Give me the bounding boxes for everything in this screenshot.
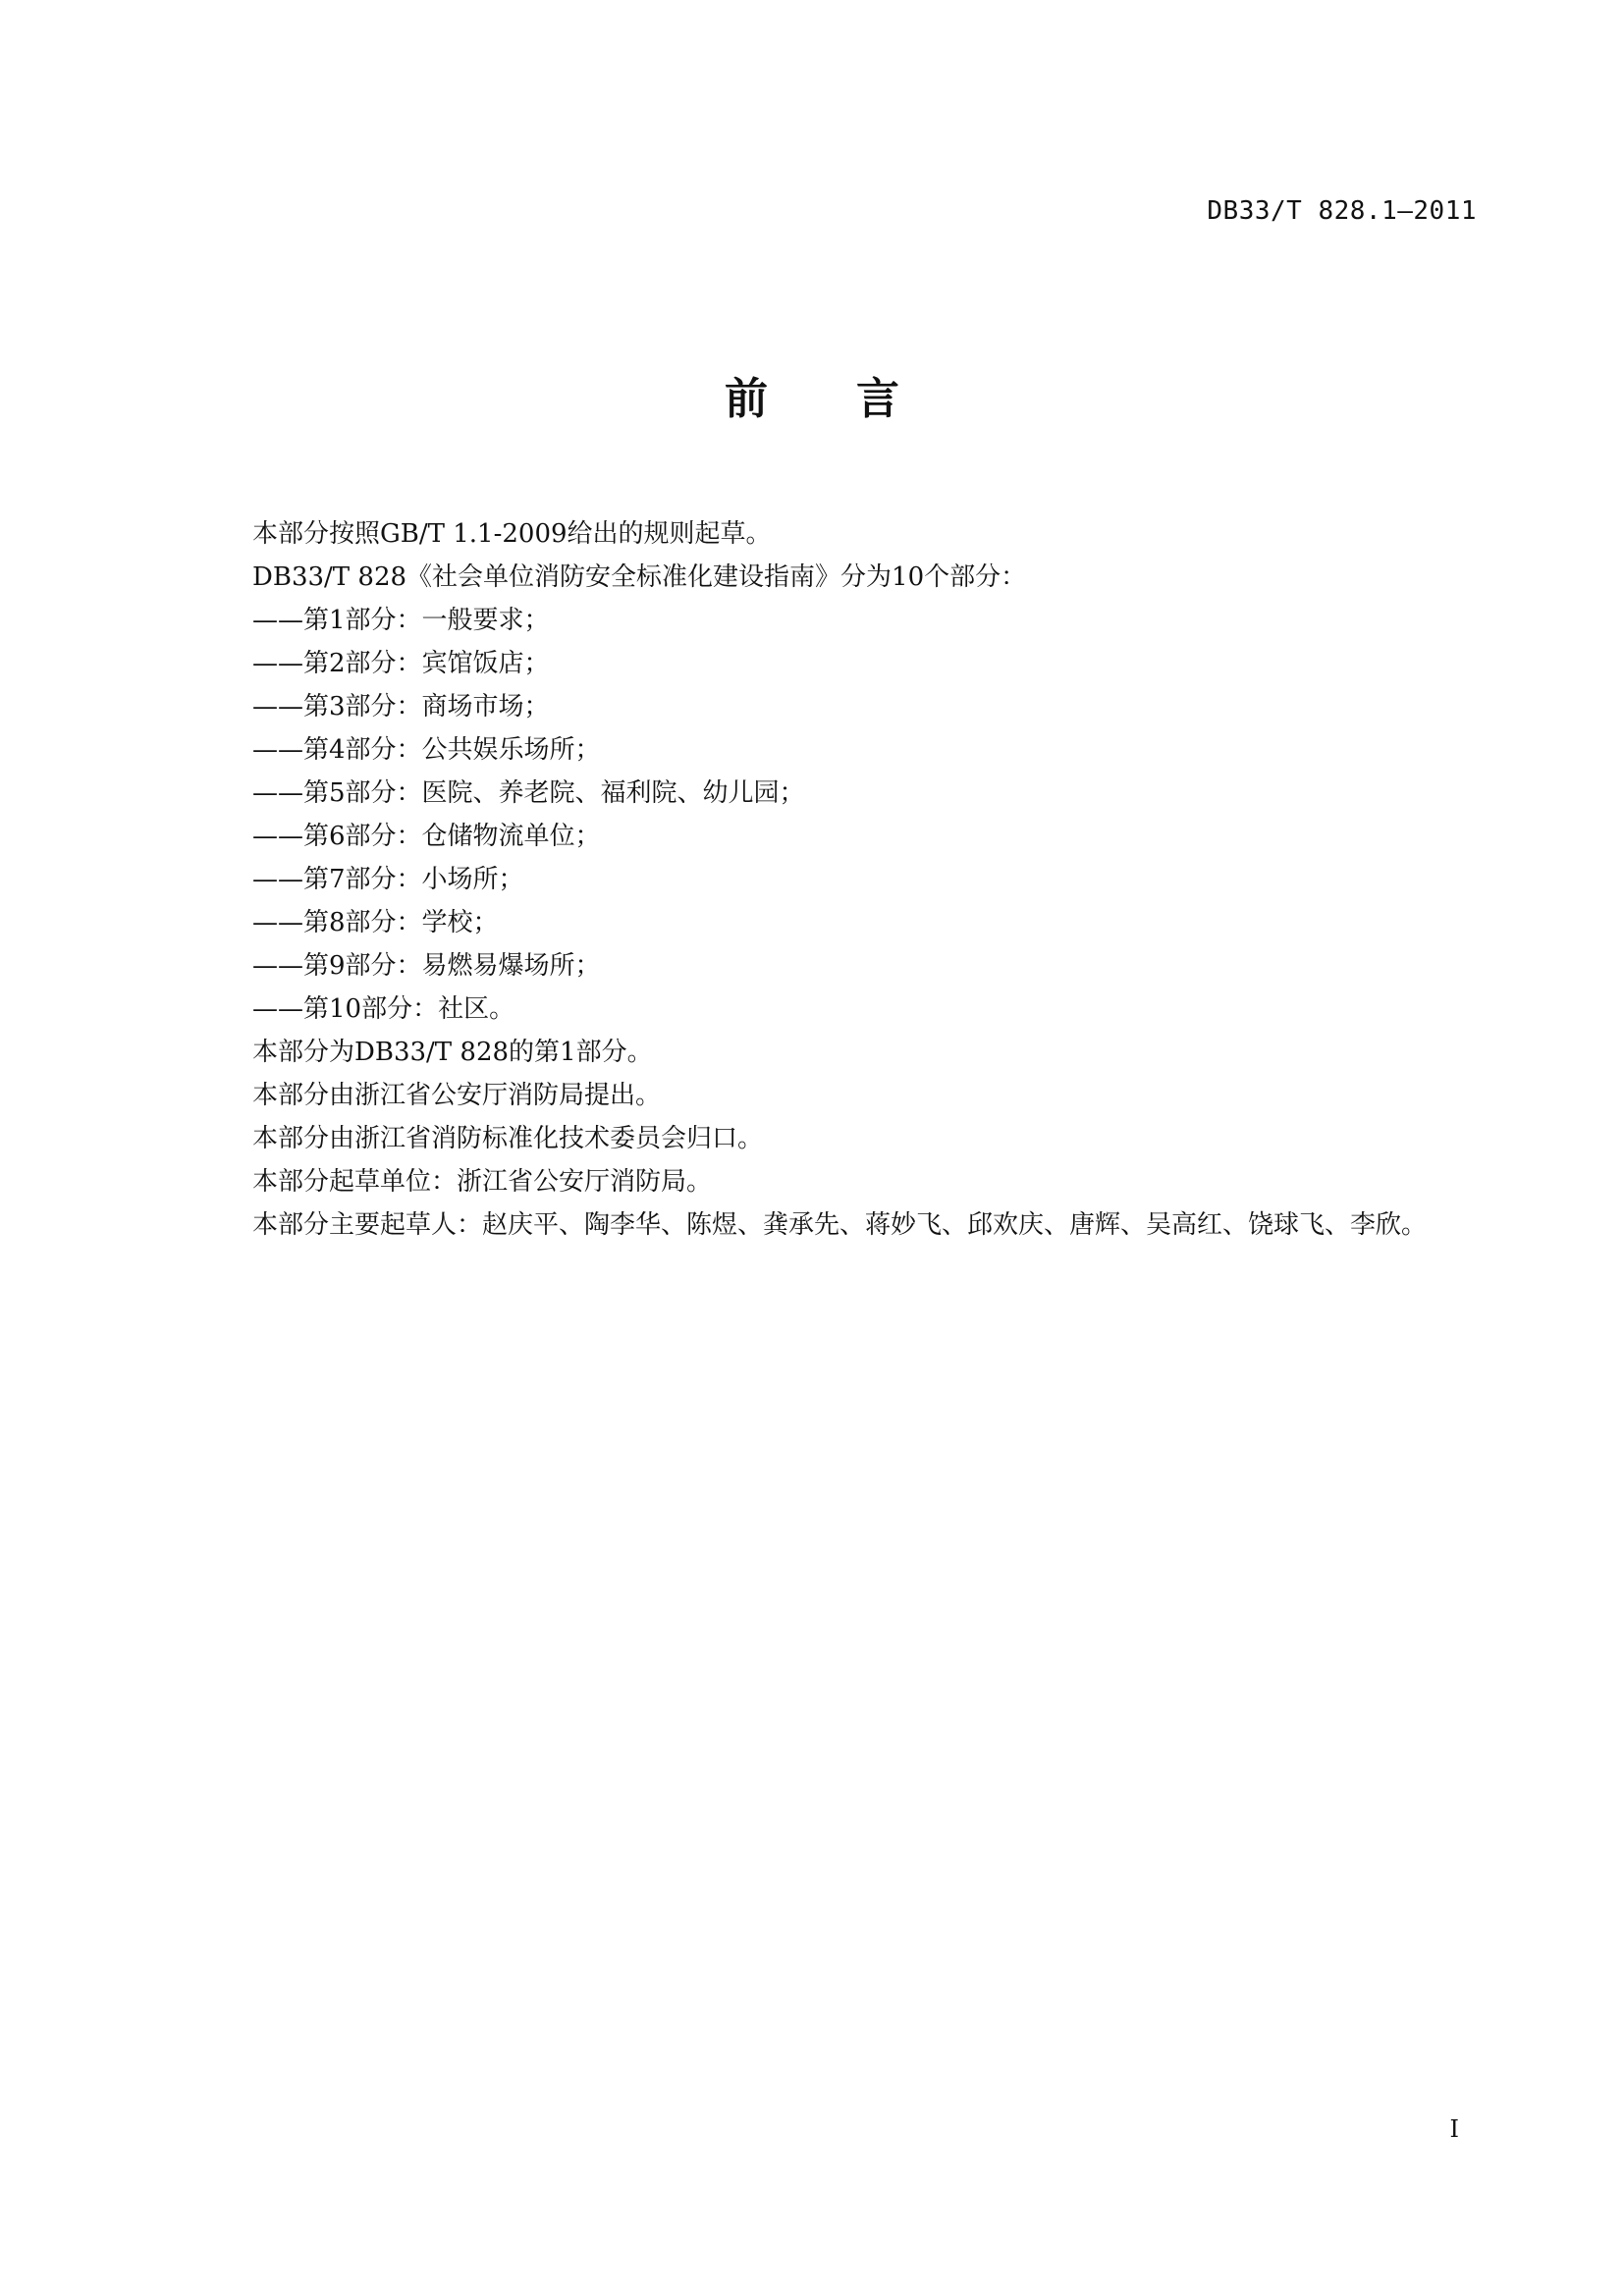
document-code: DB33/T 828.1—2011 <box>1207 196 1477 226</box>
list-item-part-10: ——第10部分：社区。 <box>252 994 515 1024</box>
list-item-part-8: ——第8部分：学校； <box>252 908 499 937</box>
list-item-part-7: ——第7部分：小场所； <box>252 865 524 894</box>
paragraph-parts-intro: DB33/T 828《社会单位消防安全标准化建设指南》分为10个部分： <box>252 562 1027 592</box>
list-item-part-9: ——第9部分：易燃易爆场所； <box>252 951 601 981</box>
paragraph-drafters: 本部分主要起草人：赵庆平、陶李华、陈煜、龚承先、蒋妙飞、邱欢庆、唐辉、吴高红、饶球飞、李欣。 <box>252 1210 1428 1240</box>
paragraph-part-identity: 本部分为DB33/T 828的第1部分。 <box>252 1038 653 1067</box>
paragraph-drafting-rules: 本部分按照GB/T 1.1-2009给出的规则起草。 <box>252 519 772 549</box>
list-item-part-1: ——第1部分：一般要求； <box>252 606 550 635</box>
paragraph-proposer: 本部分由浙江省公安厅消防局提出。 <box>252 1081 662 1110</box>
page-title: 前言 <box>725 374 988 424</box>
page-number: I <box>1449 2115 1459 2143</box>
list-item-part-5: ——第5部分：医院、养老院、福利院、幼儿园； <box>252 778 805 808</box>
paragraph-drafting-unit: 本部分起草单位：浙江省公安厅消防局。 <box>252 1167 713 1197</box>
list-item-part-3: ——第3部分：商场市场； <box>252 692 550 721</box>
list-item-part-2: ——第2部分：宾馆饭店； <box>252 649 550 678</box>
paragraph-technical-committee: 本部分由浙江省消防标准化技术委员会归口。 <box>252 1124 764 1153</box>
list-item-part-6: ——第6部分：仓储物流单位； <box>252 822 601 851</box>
foreword-body <box>193 512 1480 1247</box>
list-item-part-4: ——第4部分：公共娱乐场所； <box>252 735 601 765</box>
